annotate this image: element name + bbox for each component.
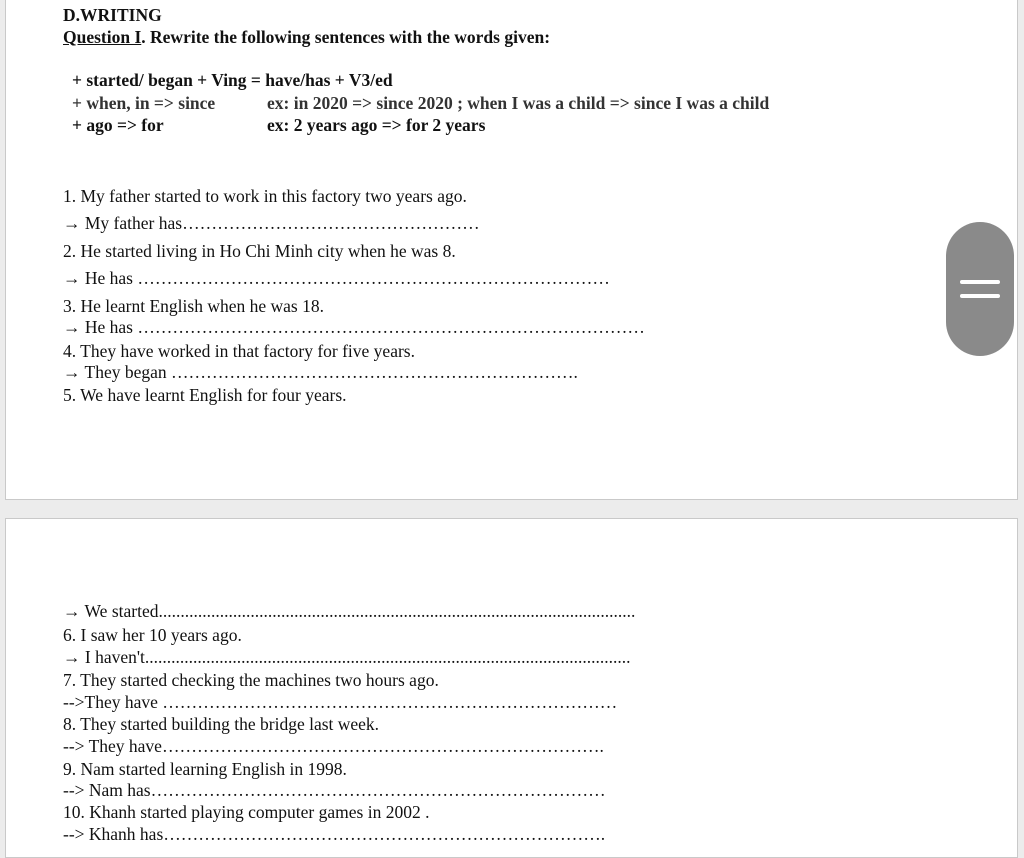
exercise-8: 8. They started building the bridge last week.	[63, 714, 380, 734]
exercise-4: 4. They have worked in that factory for five years.	[63, 341, 415, 361]
grip-line-bottom	[960, 294, 1000, 298]
section-title: D.WRITING	[63, 5, 162, 25]
answer-8: --> They have………………………………………………………………….	[63, 736, 604, 756]
exercise-10: 10. Khanh started playing computer games in 2002 .	[63, 802, 430, 822]
exercise-3: 3. He learnt English when he was 18.	[63, 296, 324, 316]
rule-2: + when, in => since	[72, 93, 216, 113]
answer-7: -->They have ……………………………………………………………………	[63, 692, 618, 712]
rule-3-example: ex: 2 years ago => for 2 years	[267, 115, 486, 135]
exercise-2: 2. He started living in Ho Chi Minh city when he was 8.	[63, 241, 456, 261]
exercise-5: 5. We have learnt English for four years.	[63, 385, 347, 405]
rule-2-example: ex: in 2020 => since 2020 ; when I was a child => since I was a child	[267, 93, 770, 113]
answer-4: → They began …………………………………………………………….	[63, 362, 578, 382]
question-instruction: . Rewrite the following sentences with the words given:	[141, 27, 551, 47]
answer-5: → We started.............................................................................................................	[63, 601, 636, 621]
rule-3: + ago => for	[72, 115, 164, 135]
answer-1: → My father has……………………………………………	[63, 213, 480, 233]
exercise-1: 1. My father started to work in this factory two years ago.	[63, 186, 467, 206]
answer-9: --> Nam has……………………………………………………………………	[63, 780, 606, 800]
exercise-6: 6. I saw her 10 years ago.	[63, 625, 242, 645]
exercise-9: 9. Nam started learning English in 1998.	[63, 759, 347, 779]
rule-1: + started/ began + Ving = have/has + V3/ed	[72, 70, 393, 90]
question-heading	[63, 27, 550, 47]
answer-10: --> Khanh has………………………………………………………………….	[63, 824, 606, 844]
question-label: Question I	[63, 27, 142, 47]
answer-6: → I haven't...............................................................................................................	[63, 647, 631, 667]
exercise-7: 7. They started checking the machines two hours ago.	[63, 670, 439, 690]
answer-3: → He has ……………………………………………………………………………	[63, 317, 645, 337]
answer-2: → He has ………………………………………………………………………	[63, 268, 610, 288]
grip-line-top	[960, 280, 1000, 284]
scroll-handle[interactable]	[946, 222, 1014, 356]
